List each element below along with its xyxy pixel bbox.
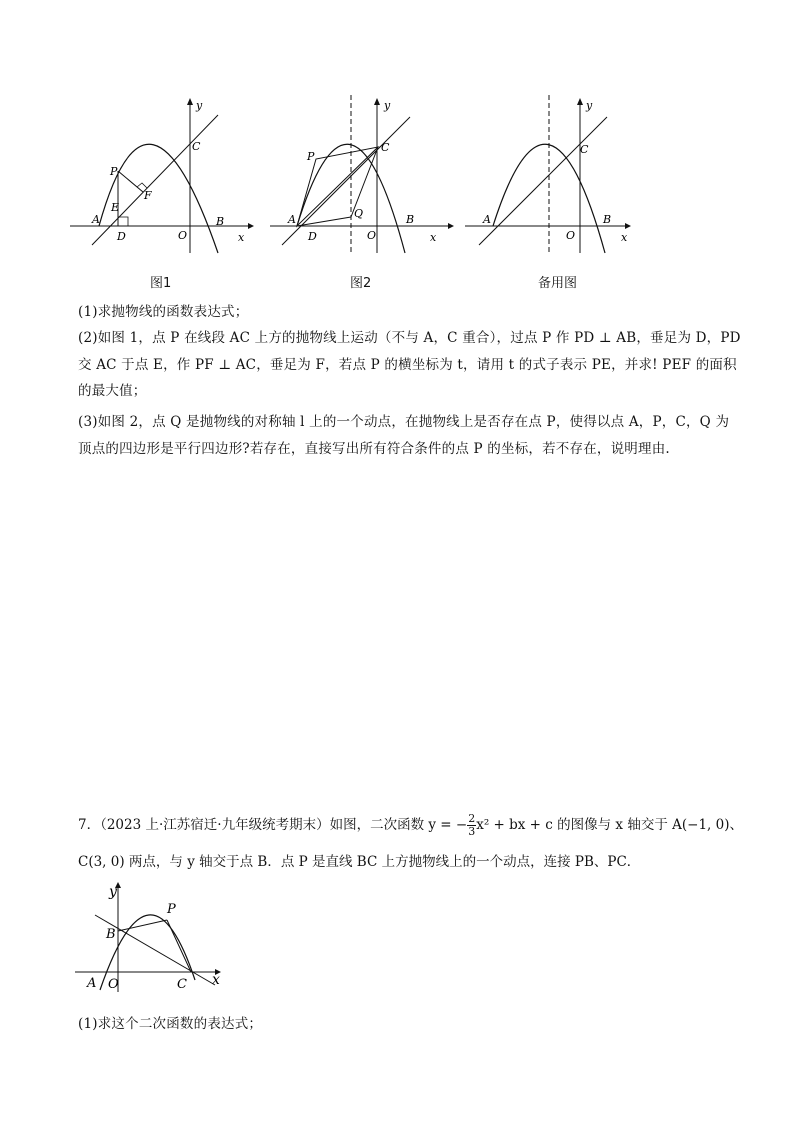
q6-part1: (1)求抛物线的函数表达式； <box>78 304 249 320</box>
q7-suffix: x² + bx + c 的图像与 x 轴交于 A(−1, 0)、 <box>476 817 743 833</box>
q6-part3-line1: (3)如图 2，点 Q 是抛物线的对称轴 l 上的一个动点，在抛物线上是否存在点 P，使得以点 A，P，C，Q 为 <box>78 414 730 430</box>
q6-part3-line2: 顶点的四边形是平行四边形?若存在，直接写出所有符合条件的点 P 的坐标，若不存在，说明理由. <box>78 441 670 457</box>
q7-stem <box>78 813 743 838</box>
segment-pf <box>118 171 143 192</box>
frac-den: 3 <box>468 825 476 838</box>
label-b: B <box>106 927 116 942</box>
label-o: O <box>566 229 576 242</box>
label-p: P <box>167 902 176 917</box>
label-y: y <box>586 99 593 112</box>
frac-num: 2 <box>468 812 476 825</box>
caption-fig1: 图1 <box>150 276 172 291</box>
label-b: B <box>603 213 612 226</box>
label-a: A <box>87 976 97 991</box>
label-c: C <box>580 143 589 156</box>
q7-figure <box>75 880 235 999</box>
label-e: E <box>111 201 120 214</box>
label-o: O <box>108 977 119 992</box>
label-y: y <box>384 99 391 112</box>
label-x: x <box>238 231 245 244</box>
label-p: P <box>110 165 118 178</box>
q6-part2-line3: 的最大值； <box>78 383 147 399</box>
q6-part2-line2: 交 AC 于点 E，作 PF ⊥ AC，垂足为 F，若点 P 的横坐标为 t，请用 t 的式子表示 PE，并求! PEF 的面积 <box>78 357 737 373</box>
label-d: D <box>308 230 317 243</box>
label-a: A <box>483 213 491 226</box>
label-c: C <box>381 141 390 154</box>
label-o: O <box>367 229 377 242</box>
label-x: x <box>430 231 437 244</box>
label-f: F <box>144 189 152 202</box>
q7-part1: (1)求这个二次函数的表达式； <box>78 1016 263 1032</box>
caption-fig2: 图2 <box>350 276 372 291</box>
label-y: y <box>109 884 117 900</box>
label-x: x <box>212 972 220 988</box>
label-b: B <box>216 215 225 228</box>
label-x: x <box>621 231 628 244</box>
figure-1 <box>70 95 255 255</box>
label-b: B <box>406 213 415 226</box>
label-q: Q <box>354 207 364 220</box>
caption-fig3: 备用图 <box>538 276 578 291</box>
label-d: D <box>117 230 126 243</box>
label-c: C <box>177 977 187 992</box>
q7-prefix: 7．（2023 上·江苏宿迁·九年级统考期末）如图，二次函数 y = − <box>78 817 468 833</box>
q6-part2-line1: (2)如图 1，点 P 在线段 AC 上方的抛物线上运动（不与 A，C 重合），过点 P 作 PD ⊥ AB，垂足为 D，PD <box>78 330 741 346</box>
q7-line2: C(3, 0) 两点，与 y 轴交于点 B．点 P 是直线 BC 上方抛物线上的一个动点，连接 PB、PC． <box>78 854 641 870</box>
label-a: A <box>92 213 100 226</box>
label-p: P <box>307 150 315 163</box>
label-c: C <box>192 140 201 153</box>
q7-fraction <box>467 813 476 838</box>
label-y: y <box>196 99 203 112</box>
figure-3 <box>465 95 650 255</box>
figure-2 <box>270 95 455 255</box>
label-a: A <box>288 213 296 226</box>
label-o: O <box>178 229 188 242</box>
